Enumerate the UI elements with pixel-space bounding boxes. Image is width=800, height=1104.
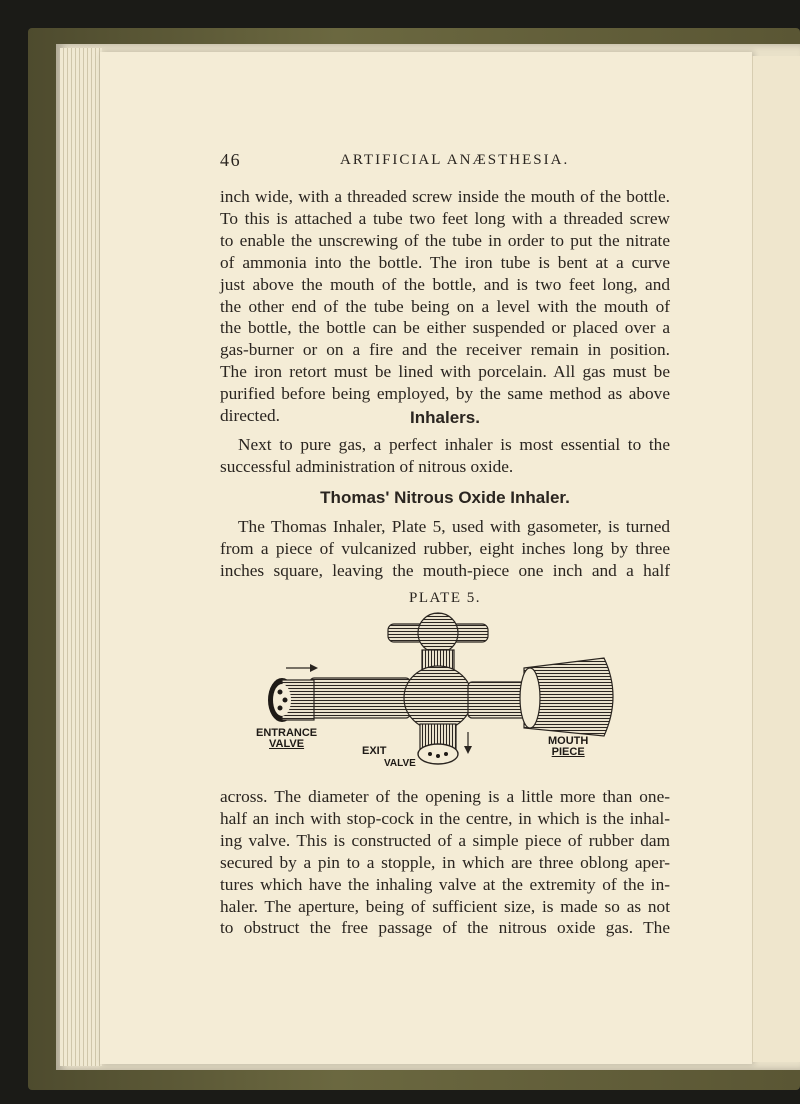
- page-edges: [60, 48, 102, 1066]
- text-line: ing valve. This is constructed of a simple piece of rubber dam: [220, 830, 670, 850]
- text-line: across. The diameter of the opening is a little more than one-: [220, 787, 670, 806]
- heading-inhalers: Inhalers.: [410, 408, 480, 427]
- text-line: inches square, leaving the mouth-piece one inch and a half: [220, 560, 670, 580]
- text-line: the bottle, the bottle can be either suspended or placed over a: [220, 318, 670, 338]
- paragraph-1: [220, 186, 670, 427]
- text-line: secured by a pin to a stopple, in which are three oblong aper-: [220, 852, 670, 872]
- text-line: to obstruct the free passage of the nitrous oxide gas. The: [220, 918, 670, 938]
- text-line: tures which have the inhaling valve at the extremity of the in-: [220, 874, 670, 894]
- text-line: directed.: [220, 406, 280, 426]
- paragraph-4: [220, 786, 670, 939]
- facing-page-edge: [752, 56, 800, 1062]
- text-line: half an inch with stop-cock in the centre, in which is the inhal-: [220, 808, 670, 828]
- text-line: purified before being employed, by the same method as above: [220, 384, 670, 404]
- text-line: of ammonia into the bottle. The iron tube is bent at a curve: [220, 252, 670, 272]
- text-line: the other end of the tube being on a level with the mouth of: [220, 296, 670, 316]
- heading-thomas-inhaler: Thomas' Nitrous Oxide Inhaler.: [320, 488, 570, 507]
- inhaler-illustration: [256, 606, 638, 776]
- text-line: to enable the unscrewing of the tube in order to put the nitrate: [220, 230, 670, 250]
- running-head-title: ARTIFICIAL ANÆSTHESIA.: [340, 152, 570, 168]
- text-line: successful administration of nitrous oxide.: [220, 456, 514, 476]
- entrance-valve-label: [256, 728, 317, 750]
- text-line: To this is attached a tube two feet long with a threaded screw: [220, 208, 670, 228]
- mouth-piece-label: [548, 736, 588, 758]
- plate-label: PLATE 5.: [409, 590, 481, 606]
- label-line: VALVE: [269, 738, 305, 750]
- page-number: 46: [220, 150, 242, 170]
- exit-label: EXIT: [362, 745, 387, 757]
- text-line: The Thomas Inhaler, Plate 5, used with gasometer, is turned: [238, 517, 670, 536]
- text-line: gas-burner or on a fire and the receiver remain in position.: [220, 340, 670, 360]
- text-line: from a piece of vulcanized rubber, eight inches long by three: [220, 538, 670, 558]
- text-line: The iron retort must be lined with porcelain. All gas must be: [220, 362, 670, 382]
- label-line: MOUTH: [548, 735, 589, 747]
- paragraph-3: [220, 516, 670, 582]
- text-line: inch wide, with a threaded screw inside the mouth of the bottle.: [220, 187, 670, 206]
- text-line: haler. The aperture, being of sufficient size, is made so as not: [220, 896, 670, 916]
- label-line: PIECE: [551, 746, 585, 758]
- label-line: ENTRANCE: [256, 727, 318, 739]
- paragraph-2: [220, 434, 670, 478]
- text-line: just above the mouth of the bottle, and is two feet long, and: [220, 274, 670, 294]
- text-line: Next to pure gas, a perfect inhaler is most essential to the: [238, 435, 670, 454]
- exit-valve-label: VALVE: [384, 758, 416, 769]
